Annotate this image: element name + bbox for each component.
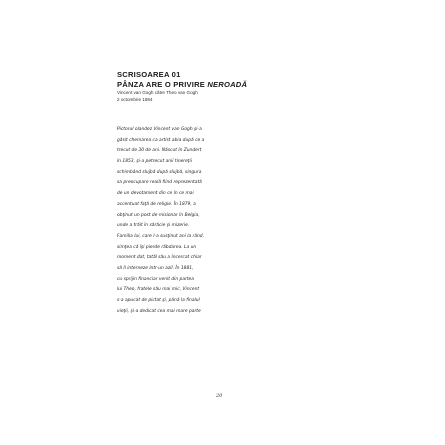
body-line: accentuat faţă de religie. În 1879, a xyxy=(117,201,196,207)
body-line: de un devotament din ce în ce mai xyxy=(117,191,194,197)
body-line: simţea că îşi pierde răbdarea. La un xyxy=(117,244,197,250)
body-line: în 1853, şi-a petrecut anii tinereţii xyxy=(117,159,192,165)
letter-title-emphasis: NEROADĂ xyxy=(207,80,248,89)
body-line: schimbând slujbă după slujbă, singura xyxy=(117,169,202,175)
letter-number: SCRISOAREA 01 xyxy=(117,70,181,79)
date-line: 2 octombrie 1884 xyxy=(117,96,153,102)
body-line: moment dat, tatăl său a încercat chiar xyxy=(117,255,202,261)
body-line: lui Theo, fratele său mai mic, Vincent xyxy=(117,287,200,293)
body-line: Pictorul olandez Vincent van Gogh şi-a xyxy=(117,127,202,132)
body-line: vieţii, şi-a dedicat cea mai mare parte xyxy=(117,308,201,314)
body-line: unde a trăit în sărăcie şi mizerie. xyxy=(117,223,190,229)
body-line: trecut de 30 de ani. Născut în Zundert xyxy=(117,148,202,154)
sender-line: Vincent van Gogh către Theo van Gogh xyxy=(117,90,198,95)
page-number: 20 xyxy=(216,393,223,399)
body-line: să îl interneze într-un azil. În 1881, xyxy=(117,265,194,271)
letter-title xyxy=(117,80,347,90)
body-text xyxy=(117,125,347,317)
body-line: Familia lui, care l-a susţinut ani la rând, xyxy=(117,233,204,239)
letter-header xyxy=(117,70,347,103)
body-line: s-a apucat de pictat şi, până la finalul xyxy=(117,298,200,303)
letter-title-main: PÂNZA ARE O PRIVIRE xyxy=(117,80,208,89)
body-line: cu sprijin financiar venit din partea xyxy=(117,276,194,282)
body-line: obţinut un post de misionar în Belgia, xyxy=(117,212,200,218)
body-line: găsit chemarea ca artist abia după ce a xyxy=(117,137,205,143)
body-line: sa preocupare reală fiind reprezentată xyxy=(117,180,202,186)
